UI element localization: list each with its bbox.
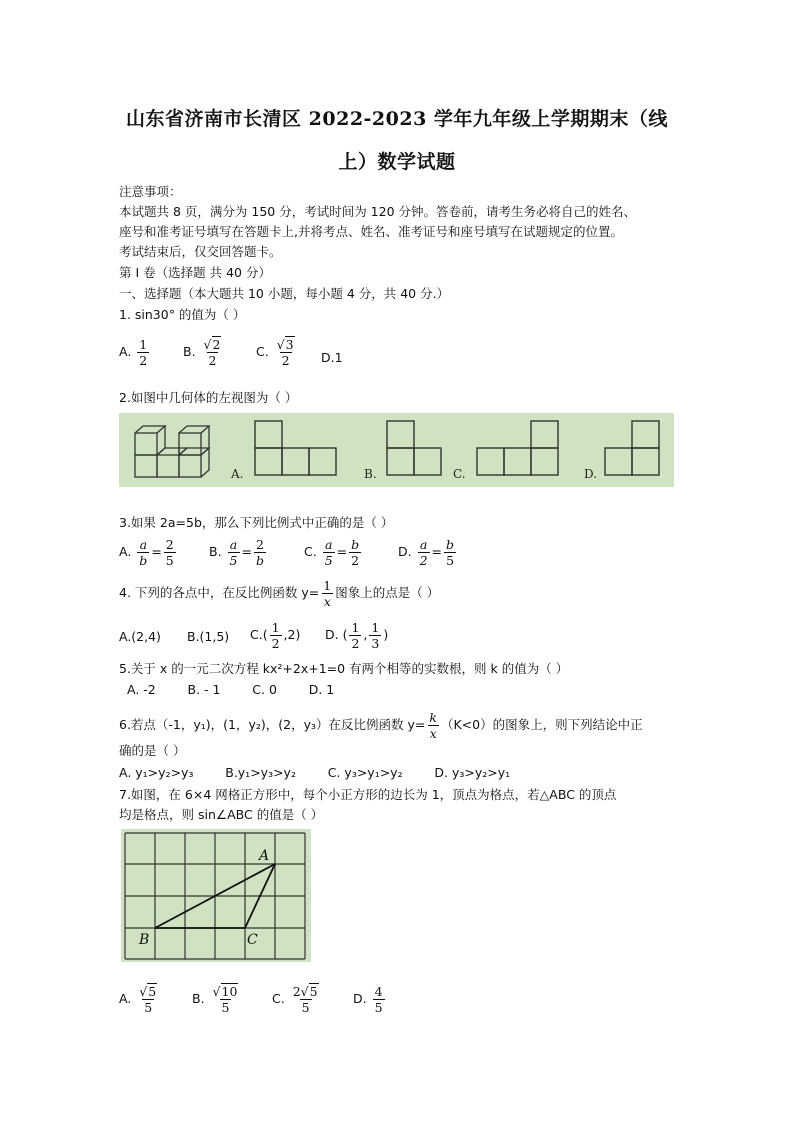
- question-2-stem: 2.如图中几何体的左视图为（ ）: [119, 390, 298, 405]
- q2-label-c: C.: [453, 467, 466, 481]
- q4-option-c: C.( $\frac{1}{2}$ ,2): [250, 620, 301, 651]
- question-7-stem: 7.如图，在 6×4 网格正方形中，每个小正方形的边长为 1，顶点为格点，若△ABC 的顶点: [119, 787, 617, 802]
- q2-option-a-view: [255, 421, 336, 475]
- q4-option-b: B.(1,5): [187, 629, 230, 644]
- page-title-line2: 上）数学试题: [338, 151, 456, 173]
- point-b-label: B: [139, 932, 150, 948]
- question-5-stem: 5.关于 x 的一元二次方程 kx²+2x+1=0 有两个相等的实数根，则 k 的值为（ ）: [119, 661, 569, 676]
- q7-option-a: A. $\frac{√5}{5}$: [119, 984, 157, 1015]
- q4-option-a: A.(2,4): [119, 629, 161, 644]
- q2-option-c-view: [477, 421, 558, 475]
- q3-option-b: B. $\frac{a}{5}$ = $\frac{2}{b}$: [209, 537, 264, 568]
- question-6-stem-continued: 确的是（ ）: [119, 743, 186, 758]
- q5-options: A. -2 B. - 1 C. 0 D. 1: [127, 682, 335, 697]
- q3-option-c: C. $\frac{a}{5}$ = $\frac{b}{2}$: [304, 537, 360, 568]
- q1-option-a: A. $\frac{1}{2}$: [119, 337, 148, 368]
- question-4-stem: 4. 下列的各点中，在反比例函数 y= $\frac{1}{x}$ 图象上的点是（ ）: [119, 578, 440, 609]
- point-c-label: C: [247, 932, 258, 948]
- question-3-stem: 3.如果 2a=5b，那么下列比例式中正确的是（ ）: [119, 515, 394, 530]
- q2-label-d: D.: [584, 467, 598, 481]
- part-heading: 第 I 卷（选择题 共 40 分）: [119, 265, 271, 280]
- page-title-line1: 山东省济南市长清区 2022-2023 学年九年级上学期期末（线: [126, 108, 668, 130]
- q2-label-a: A.: [231, 467, 244, 481]
- q7-grid-svg: [121, 829, 311, 962]
- q6-options: A. y₁>y₂>y₃ B.y₁>y₃>y₂ C. y₃>y₁>y₂ D. y₃>y₂>y₁: [119, 765, 511, 780]
- q1-option-c: C. $\frac{√3}{2}$: [256, 337, 294, 368]
- q2-figure: [119, 413, 674, 487]
- solid-3d-view: [135, 426, 209, 477]
- q4-option-d: D. ( $\frac{1}{2}$ , $\frac{1}{3}$ ): [325, 620, 389, 651]
- notice-paragraph-3: 考试结束后，仅交回答题卡。: [119, 244, 282, 259]
- q7-grid-figure: [121, 829, 311, 962]
- q2-label-b: B.: [364, 467, 377, 481]
- q7-option-b: B. $\frac{√10}{5}$: [192, 984, 238, 1015]
- q3-option-a: A. $\frac{a}{b}$ = $\frac{2}{5}$: [119, 537, 174, 568]
- q2-option-d-view: [605, 421, 659, 475]
- q1-option-b: B. $\frac{√2}{2}$: [183, 337, 221, 368]
- section-heading: 一、选择题（本大题共 10 小题，每小题 4 分，共 40 分.）: [119, 286, 450, 301]
- question-1-stem: 1. sin30° 的值为（ ）: [119, 307, 246, 322]
- q1-option-d: D.1: [321, 350, 343, 365]
- q3-option-d: D. $\frac{a}{2}$ = $\frac{b}{5}$: [398, 537, 455, 568]
- point-a-label: A: [259, 848, 270, 864]
- q7-option-d: D. $\frac{4}{5}$: [353, 984, 383, 1015]
- notice-paragraph-1: 本试题共 8 页，满分为 150 分，考试时间为 120 分钟。答卷前，请考生务必将自己的姓名、: [119, 204, 637, 219]
- q2-figure-svg: [119, 413, 674, 487]
- question-7-stem-continued: 均是格点，则 sin∠ABC 的值是（ ）: [119, 807, 324, 822]
- notice-heading: 注意事项：: [119, 184, 182, 199]
- q2-option-b-view: [387, 421, 441, 475]
- notice-paragraph-2: 座号和准考证号填写在答题卡上,并将考点、姓名、准考证号和座号填写在试题规定的位置。: [119, 224, 623, 239]
- q7-option-c: C. $\frac{2√5}{5}$: [272, 984, 318, 1015]
- question-6-stem: 6.若点（-1，y₁)，(1，y₂)，(2，y₃）在反比例函数 y= $\frac{k}{x}$ （K<0）的图象上，则下列结论中正: [119, 710, 643, 741]
